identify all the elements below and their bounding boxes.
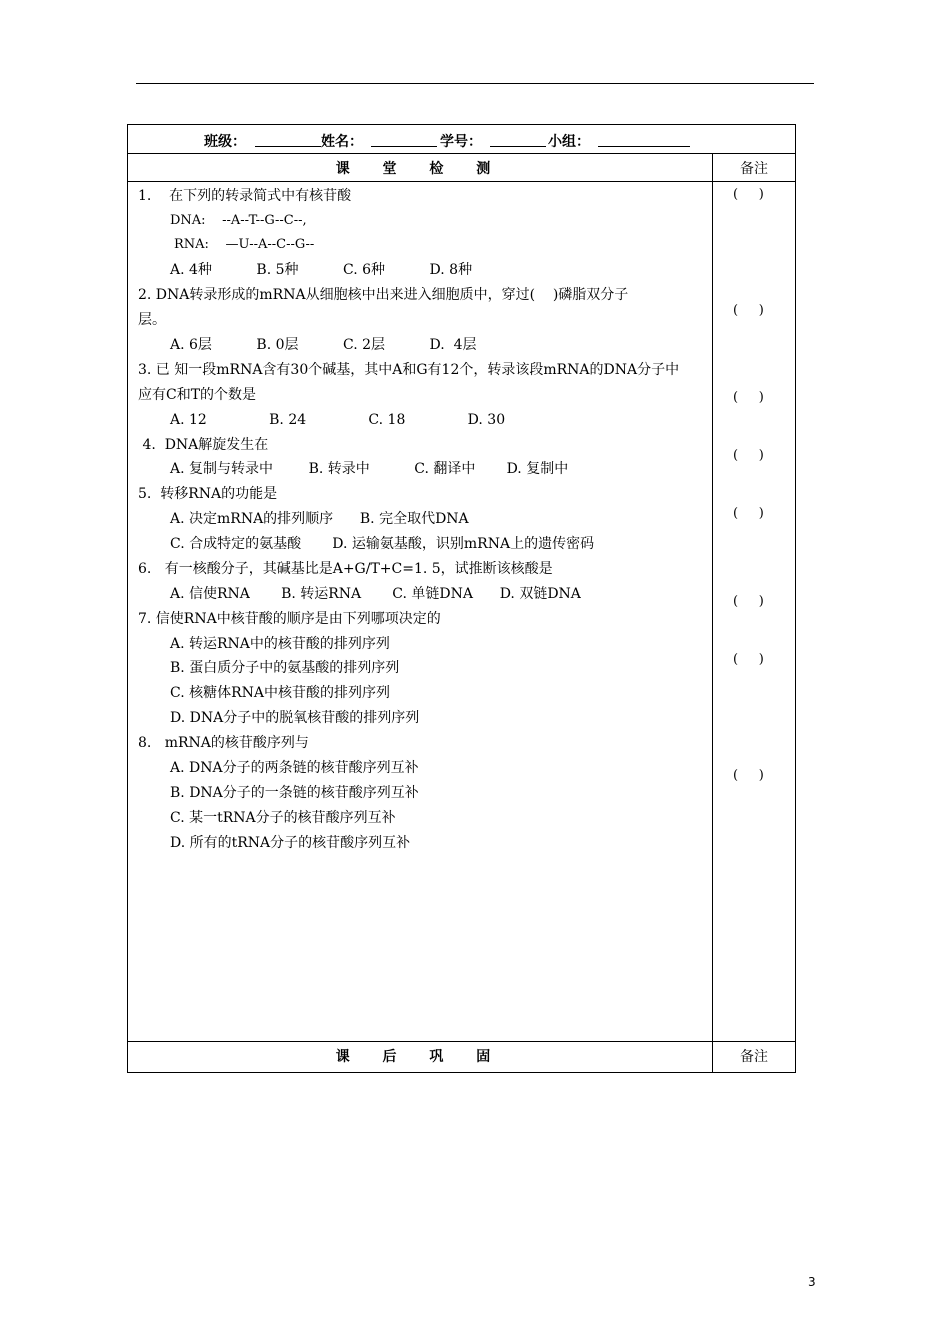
student-info-row [128, 125, 795, 153]
question-8-option-a: A. DNA分子的两条链的核苷酸序列互补 [170, 760, 419, 776]
class-blank[interactable] [255, 131, 321, 147]
worksheet-table [127, 124, 796, 1073]
question-7-option-d: D. DNA分子中的脱氧核苷酸的排列序列 [170, 710, 420, 726]
answer-blank-q2[interactable]: ( ) [733, 303, 764, 318]
class-label: 班级： [204, 134, 246, 150]
question-7-stem: 7. 信使RNA中核苷酸的顺序是由下列哪项决定的 [138, 611, 441, 627]
question-3-stem-continued: 应有C和T的个数是 [138, 387, 257, 403]
question-4-stem: 4. DNA解旋发生在 [138, 437, 269, 453]
question-1-rna: RNA: —U--A--C--G-- [174, 237, 315, 252]
question-5-options-cd: C. 合成特定的氨基酸 D. 运输氨基酸，识别mRNA上的遗传密码 [170, 536, 595, 552]
student-id-blank[interactable] [490, 131, 546, 147]
answer-blank-q4[interactable]: ( ) [733, 448, 764, 463]
page-number: 3 [808, 1275, 816, 1289]
question-1-dna: DNA: --A--T--G--C--, [170, 213, 307, 228]
question-6-options: A. 信使RNA B. 转运RNA C. 单链DNA D. 双链DNA [170, 586, 581, 602]
question-2-stem: 2. DNA转录形成的mRNA从细胞核中出来进入细胞质中，穿过( )磷脂双分子 [138, 287, 629, 303]
question-6-stem: 6. 有一核酸分子，其碱基比是A+G/T+C=1. 5，试推断该核酸是 [138, 561, 553, 577]
student-id-label: 学号： [440, 134, 482, 150]
notes-header: 备注 [740, 1049, 768, 1065]
answer-blank-q6[interactable]: ( ) [733, 594, 764, 609]
question-8-stem: 8. mRNA的核苷酸序列与 [138, 735, 309, 751]
divider [128, 153, 795, 154]
name-label: 姓名： [321, 134, 363, 150]
group-blank[interactable] [598, 131, 690, 147]
question-1-options: A. 4种 B. 5种 C. 6种 D. 8种 [170, 262, 473, 278]
question-8-option-c: C. 某一tRNA分子的核苷酸序列互补 [170, 810, 396, 826]
answer-blank-q7[interactable]: ( ) [733, 652, 764, 667]
answer-blank-q3[interactable]: ( ) [733, 390, 764, 405]
question-7-option-c: C. 核糖体RNA中核苷酸的排列序列 [170, 685, 391, 701]
divider [128, 1041, 795, 1042]
question-5-stem: 5. 转移RNA的功能是 [138, 486, 278, 502]
question-1-stem: 1. 在下列的转录简式中有核苷酸 [138, 188, 352, 204]
name-blank[interactable] [371, 131, 437, 147]
question-4-options: A. 复制与转录中 B. 转录中 C. 翻译中 D. 复制中 [170, 461, 569, 477]
question-5-options-ab: A. 决定mRNA的排列顺序 B. 完全取代DNA [170, 511, 469, 527]
question-2-stem-continued: 层。 [138, 312, 166, 328]
section-title-classroom-test: 课 堂 检 测 [335, 161, 505, 177]
answer-blank-q8[interactable]: ( ) [733, 768, 764, 783]
answer-blank-q1[interactable]: ( ) [733, 187, 764, 202]
question-8-option-d: D. 所有的tRNA分子的核苷酸序列互补 [170, 835, 411, 851]
notes-column-divider [712, 153, 713, 1072]
question-8-option-b: B. DNA分子的一条链的核苷酸序列互补 [170, 785, 419, 801]
question-7-option-a: A. 转运RNA中的核苷酸的排列序列 [170, 636, 390, 652]
question-7-option-b: B. 蛋白质分子中的氨基酸的排列序列 [170, 660, 400, 676]
question-3-stem: 3. 已 知一段mRNA含有30个碱基，其中A和G有12个，转录该段mRNA的DNA分子中 [138, 362, 680, 378]
header-rule [136, 83, 814, 84]
answer-blank-q5[interactable]: ( ) [733, 506, 764, 521]
question-3-options: A. 12 B. 24 C. 18 D. 30 [170, 412, 506, 428]
divider [128, 181, 795, 182]
notes-header: 备注 [740, 161, 768, 177]
question-2-options: A. 6层 B. 0层 C. 2层 D. 4层 [170, 337, 477, 353]
section-title-after-class: 课 后 巩 固 [335, 1049, 505, 1065]
group-label: 小组： [548, 134, 590, 150]
